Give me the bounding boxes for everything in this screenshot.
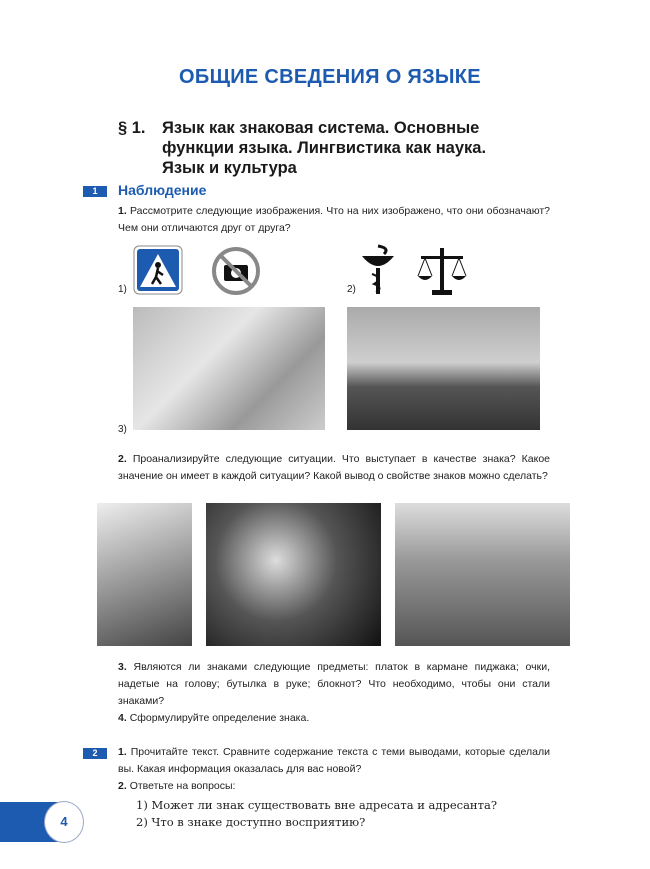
no-camera-sign-icon: [211, 246, 261, 296]
exercise-2: [92, 744, 550, 831]
task-text: Рассмотрите следующие изображения. Что на них изображено, что они обозначают? Чем они отличаются друг от друга?: [118, 205, 550, 234]
lower-tasks: [92, 659, 550, 831]
raised-hands-photo: [206, 503, 381, 646]
task-number: 3.: [118, 661, 127, 673]
chapter-title: ОБЩИЕ СВЕДЕНИЯ О ЯЗЫКЕ: [179, 66, 481, 88]
task-1: [118, 203, 550, 237]
section-title-line: Язык как знаковая система. Основные: [162, 119, 480, 137]
task-number: 1.: [118, 205, 127, 217]
page-number: 4: [44, 801, 84, 843]
task-3: [118, 659, 550, 710]
pedestrian-crossing-sign-icon: [133, 245, 183, 295]
label-2: 2): [347, 284, 356, 295]
question-item: 1) Может ли знак существовать вне адресата и адресанта?: [136, 798, 497, 812]
section-number: § 1.: [118, 119, 146, 137]
task-2-1: [118, 744, 550, 778]
task-text: Ответьте на вопросы:: [129, 780, 236, 792]
scales-of-justice-icon: [415, 244, 469, 296]
exercise-badge: 2: [83, 748, 107, 759]
label-3: 3): [118, 424, 127, 435]
task-2-2: [118, 778, 550, 795]
classroom-raised-hand-photo: [97, 503, 192, 646]
task-text: Прочитайте текст. Сравните содержание текста с теми выводами, которые сделали вы. Какая информация оказалась для вас новой?: [118, 746, 550, 775]
thermometer-photo: [133, 307, 325, 430]
exercise-badge: 1: [83, 186, 107, 197]
label-1: 1): [118, 284, 127, 295]
questions-list: [136, 797, 550, 831]
section-title-line: функции языка. Лингвистика как наука.: [162, 139, 487, 157]
high-five-photo: [395, 503, 570, 646]
task-text: Сформулируйте определение знака.: [129, 712, 310, 724]
task-number: 2.: [118, 780, 127, 792]
task-number: 1.: [118, 746, 127, 758]
task-number: 2.: [118, 453, 127, 465]
task-text: Являются ли знаками следующие предметы: платок в кармане пиджака; очки, надетые на голову; бутылка в руке; блокнот? Что необходимо, чтобы они стали знаками?: [118, 661, 550, 707]
wildfire-smoke-photo: [347, 307, 540, 430]
section-title: [162, 118, 486, 178]
spacer: [118, 727, 550, 744]
task-2: [118, 451, 550, 485]
caduceus-bowl-icon: [360, 244, 396, 296]
question-item: 2) Что в знаке доступно восприятию?: [136, 815, 366, 829]
section-title-line: Язык и культура: [162, 159, 297, 177]
subheading: Наблюдение: [118, 182, 207, 198]
task-4: [118, 710, 550, 727]
task-text: Проанализируйте следующие ситуации. Что выступает в качестве знака? Какое значение он имеет в каждой ситуации? Какой вывод о свойстве знаков можно сделать?: [118, 453, 550, 482]
task-number: 4.: [118, 712, 127, 724]
